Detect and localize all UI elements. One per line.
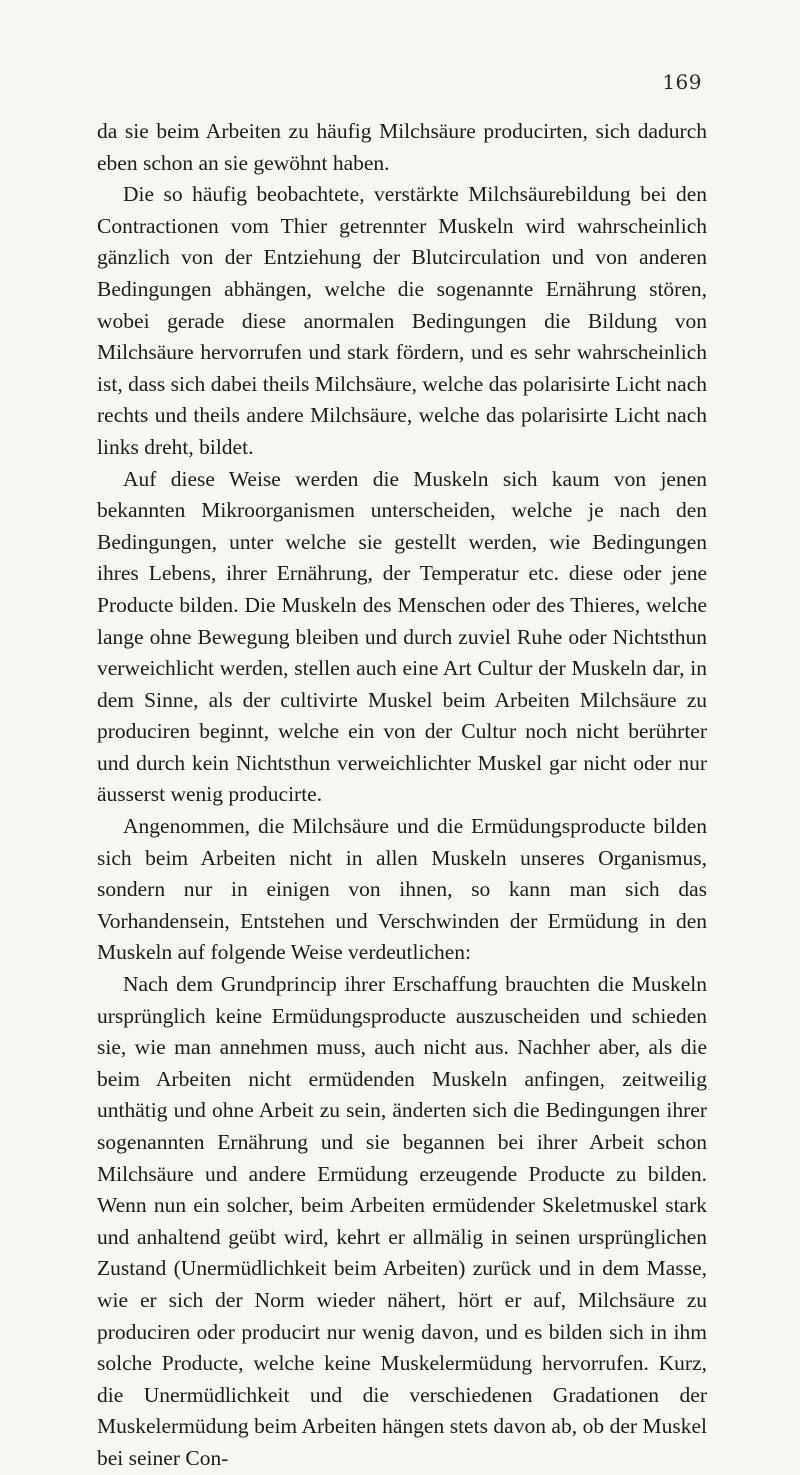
paragraph-2: Die so häufig beobachtete, verstärkte Milchsäurebildung bei den Contractionen vom Thier getrennter Muskeln wird wahrscheinlich gänzlich von der Entziehung der Blutcirculation und von anderen Bedingungen abhängen, welche die sogenannte Ernährung stören, wobei gerade diese anormalen Bedingungen die Bildung von Milchsäure hervorrufen und stark fördern, und es sehr wahrscheinlich ist, dass sich dabei theils Milchsäure, welche das polarisirte Licht nach rechts und theils andere Milchsäure, welche das polarisirte Licht nach links dreht, bildet. xyxy=(97,182,707,459)
body-text xyxy=(97,116,707,1475)
paragraph-4: Angenommen, die Milchsäure und die Ermüdungsproducte bilden sich beim Arbeiten nicht in allen Muskeln unseres Organismus, sondern nur in einigen von ihnen, so kann man sich das Vorhandensein, Entstehen und Verschwinden der Ermüdung in den Muskeln auf folgende Weise verdeutlichen: xyxy=(97,814,707,965)
paragraph-1: da sie beim Arbeiten zu häufig Milchsäure producirten, sich dadurch eben schon an sie gewöhnt haben. xyxy=(97,119,707,175)
paragraph-3: Auf diese Weise werden die Muskeln sich kaum von jenen bekannten Mikroorganismen unterscheiden, welche je nach den Bedingungen, unter welche sie gestellt werden, wie Bedingungen ihres Lebens, ihrer Ernährung, der Temperatur etc. diese oder jene Producte bilden. Die Muskeln des Menschen oder des Thieres, welche lange ohne Bewegung bleiben und durch zuviel Ruhe oder Nichtsthun verweichlicht werden, stellen auch eine Art Cultur der Muskeln dar, in dem Sinne, als der cultivirte Muskel beim Arbeiten Milchsäure zu produciren beginnt, welche ein von der Cultur noch nicht berührter und durch kein Nichtsthun verweichlichter Muskel gar nicht oder nur äusserst wenig producirte. xyxy=(97,466,707,807)
page-number: 169 xyxy=(662,70,702,94)
paragraph-5: Nach dem Grundprincip ihrer Erschaffung brauchten die Muskeln ursprünglich keine Ermüdungsproducte auszuscheiden und schieden sie, wie man annehmen muss, auch nicht aus. Nachher aber, als die beim Arbeiten nicht ermüdenden Muskeln anfingen, zeitweilig unthätig und ohne Arbeit zu sein, änderten sich die Bedingungen ihrer sogenannten Ernährung und sie begannen bei ihrer Arbeit schon Milchsäure und andere Ermüdung erzeugende Producte zu bilden. Wenn nun ein solcher, beim Arbeiten ermüdender Skeletmuskel stark und anhaltend geübt wird, kehrt er allmälig in seinen ursprünglichen Zustand (Unermüdlichkeit beim Arbeiten) zurück und in dem Masse, wie er sich der Norm wieder nähert, hört er auf, Milchsäure zu produciren oder producirt nur wenig davon, und es bilden sich in ihm solche Producte, welche keine Muskelermüdung hervorrufen. Kurz, die Unermüdlichkeit und die verschiedenen Gradationen der Muskelermüdung beim Arbeiten hängen stets davon ab, ob der Muskel bei seiner Con- xyxy=(97,972,707,1470)
